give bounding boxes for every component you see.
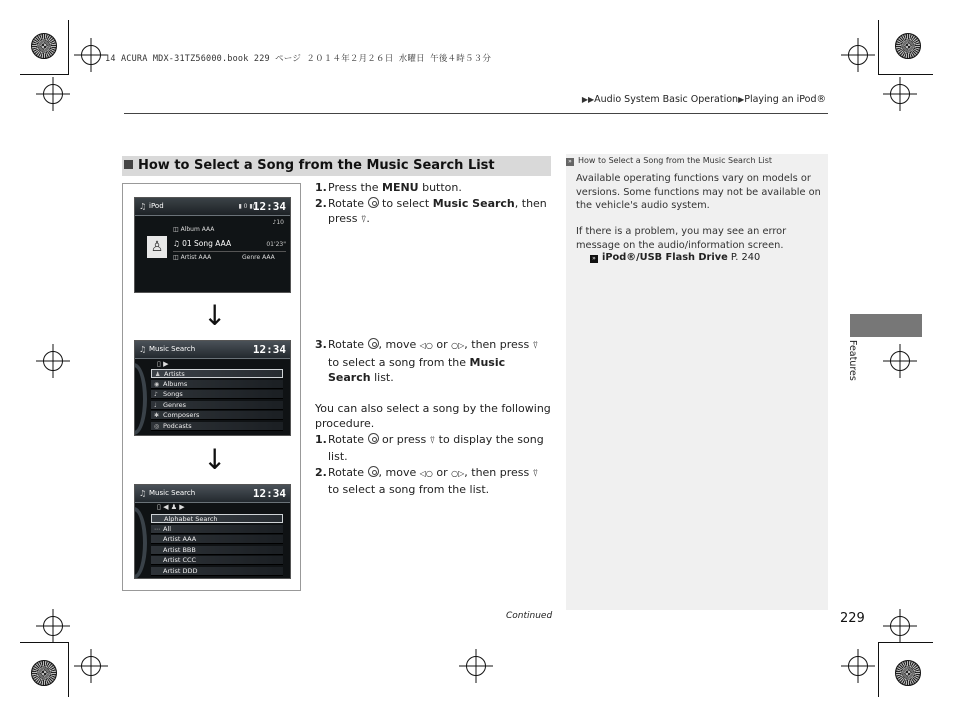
song-row: ♫ 01 Song AAA <box>173 239 232 248</box>
registration-mark <box>848 656 868 676</box>
screen-title-bar <box>135 198 290 216</box>
cross-reference-icon: » <box>590 255 598 263</box>
breadcrumb-part-2[interactable]: Playing an iPod® <box>744 94 826 105</box>
cross-reference-title[interactable]: iPod®/USB Flash Drive <box>602 252 728 263</box>
rotate-knob-icon <box>368 466 379 477</box>
chapter-tab[interactable] <box>850 314 922 337</box>
crop-line <box>68 20 69 75</box>
status-icons: ▮ 0 ▮▯ <box>238 203 256 210</box>
side-note-paragraph-1: Available operating functions vary on models or versions. Some functions may not be available on the vehicle's audio system. <box>576 173 821 211</box>
all-icon: ⋯ <box>154 525 160 533</box>
square-bullet-icon <box>124 160 133 169</box>
color-rosette-top-right <box>895 33 921 59</box>
down-arrow-icon: ↓ <box>203 443 227 476</box>
screen-title: Music Search <box>149 489 196 497</box>
chapter-tab-label: Features <box>847 340 858 381</box>
album-row: ◫ Album AAA <box>173 226 215 233</box>
section-title-text: How to Select a Song from the Music Search List <box>138 158 495 173</box>
header-rule <box>124 113 828 114</box>
albums-icon: ◉ <box>154 380 160 388</box>
music-search-screen-2 <box>134 484 291 579</box>
press-knob-icon: ⍢ <box>361 215 367 225</box>
clock: 12:34 <box>252 487 286 500</box>
nav-row <box>157 503 185 511</box>
music-search-screen-1 <box>134 340 291 436</box>
registration-mark <box>848 45 868 65</box>
crop-line <box>878 74 933 75</box>
cross-reference[interactable] <box>590 252 760 263</box>
music-note-icon: ♫ <box>139 202 147 211</box>
music-note-icon: ♫ <box>139 345 147 354</box>
menu-item-artist-ccc[interactable]: Artist CCC <box>151 556 283 565</box>
crop-line <box>20 74 69 75</box>
artists-icon: ♟ <box>170 503 177 511</box>
press-knob-icon: ⍢ <box>532 468 539 479</box>
screen-title: iPod <box>149 202 164 210</box>
menu-item-albums[interactable]: ◉ Albums <box>151 380 283 389</box>
artist-row: ◫ Artist AAA <box>173 254 212 261</box>
screen-title-bar <box>135 341 290 359</box>
menu-item-artists[interactable]: ♟ Artists <box>151 369 283 378</box>
menu-item-songs[interactable]: ♪ Songs <box>151 390 283 399</box>
progress-bar <box>173 251 286 252</box>
artist-icon: ◫ <box>173 254 181 261</box>
page-number: 229 <box>840 611 865 626</box>
press-knob-icon: ⍢ <box>429 435 436 446</box>
crop-line <box>878 20 879 75</box>
step-3: 3. Rotate , move ◁○ or ○▷, then press ⍢ to select a song from the Music Search list. <box>315 338 539 384</box>
album-art: ♙ <box>147 236 167 258</box>
registration-mark <box>43 616 63 636</box>
registration-mark <box>43 84 63 104</box>
podcasts-icon: ◎ <box>154 422 160 430</box>
menu-item-composers[interactable]: ✱ Composers <box>151 411 283 420</box>
menu-item-genres[interactable]: ♩ Genres <box>151 401 283 410</box>
registration-mark <box>890 84 910 104</box>
move-left-icon: ◁○ <box>419 468 433 478</box>
color-rosette-bottom-left <box>31 660 57 686</box>
section-title <box>122 156 551 176</box>
alt-step-2: 2. Rotate , move ◁○ or ○▷, then press ⍢ to select a song from the list. <box>315 465 539 496</box>
step-1: 1. Press the MENU button. <box>315 181 462 194</box>
elapsed-time: 01'23" <box>266 241 286 248</box>
alt-step-1: 1. Rotate or press ⍢ to display the song list. <box>315 432 544 463</box>
registration-mark <box>466 656 486 676</box>
album-icon: ◫ <box>173 226 181 233</box>
side-note-paragraph-2: If there is a problem, you may see an error message on the audio/information screen. <box>576 226 787 251</box>
breadcrumb-part-1[interactable]: Audio System Basic Operation <box>594 94 739 105</box>
genres-icon: ♩ <box>154 401 157 409</box>
registration-mark <box>890 351 910 371</box>
arrow-icon: ▶ <box>738 95 745 104</box>
registration-mark <box>43 351 63 371</box>
clock: 12:34 <box>252 200 286 213</box>
registration-mark <box>890 616 910 636</box>
rotate-knob-icon <box>368 197 379 208</box>
menu-item-podcasts[interactable]: ◎ Podcasts <box>151 422 283 431</box>
note-marker-icon: » <box>566 158 574 166</box>
crop-line <box>878 642 879 697</box>
rotate-knob-icon <box>368 338 379 349</box>
menu-item-artist-ddd[interactable]: Artist DDD <box>151 567 283 576</box>
menu-button-label: MENU <box>382 181 419 194</box>
selector-arc <box>134 363 147 435</box>
menu-item-artist-bbb[interactable]: Artist BBB <box>151 546 283 555</box>
registration-mark <box>81 656 101 676</box>
continued-label: Continued <box>506 611 553 621</box>
alt-procedure-intro: You can also select a song by the following procedure. <box>315 401 551 430</box>
genre-row: Genre AAA <box>242 254 275 261</box>
ipod-icon: ▯ <box>157 360 164 368</box>
print-header: 14 ACURA MDX-31TZ56000.book 229 ページ ２０１４年２月２６日 水曜日 午後４時５３分 <box>105 54 492 64</box>
press-knob-icon: ⍢ <box>532 341 539 351</box>
crop-line <box>20 642 69 643</box>
double-arrow-icon: ▶▶ <box>581 95 595 104</box>
selector-arc <box>134 507 147 579</box>
screen-title: Music Search <box>149 345 196 353</box>
nav-row <box>157 360 168 368</box>
side-note-panel <box>566 154 828 610</box>
ipod-screen <box>134 197 291 293</box>
right-arrow-icon[interactable]: ▶ <box>163 360 169 368</box>
clock: 12:34 <box>252 343 286 356</box>
music-note-icon: ♫ <box>139 489 147 498</box>
steps-block-a <box>315 180 551 229</box>
move-left-icon: ◁○ <box>419 341 433 350</box>
composers-icon: ✱ <box>154 412 160 419</box>
down-arrow-icon: ↓ <box>203 299 227 332</box>
cross-reference-page[interactable]: P. 240 <box>730 252 761 263</box>
screen-title-bar <box>135 485 290 503</box>
breadcrumb <box>582 94 826 105</box>
crop-line <box>68 642 69 697</box>
screenshot-column <box>122 183 301 591</box>
step-2: 2. Rotate to select Music Search, then press ⍢. <box>315 196 547 225</box>
color-rosette-bottom-right <box>895 660 921 686</box>
rotate-knob-icon <box>368 433 379 444</box>
move-right-icon: ○▷ <box>451 468 465 478</box>
crop-line <box>878 642 933 643</box>
move-right-icon: ○▷ <box>451 341 465 350</box>
menu-item-alphabet-search[interactable]: Alphabet Search <box>151 514 283 523</box>
side-note-title: » How to Select a Song from the Music Search List <box>566 156 772 166</box>
registration-mark <box>81 45 101 65</box>
menu-item-artist-aaa[interactable]: Artist AAA <box>151 535 283 544</box>
color-rosette-top-left <box>31 33 57 59</box>
steps-block-b <box>315 337 551 498</box>
right-arrow-icon[interactable]: ▶ <box>179 503 185 511</box>
menu-item-all[interactable]: ⋯ All <box>151 525 283 534</box>
song-icon: ♫ <box>173 239 183 248</box>
ipod-icon: ▯ <box>157 503 164 511</box>
songs-icon: ♪ <box>154 391 158 398</box>
left-arrow-icon[interactable]: ◀ <box>163 503 169 511</box>
track-number: ♪10 <box>272 219 284 226</box>
artists-icon: ♟ <box>155 371 161 378</box>
